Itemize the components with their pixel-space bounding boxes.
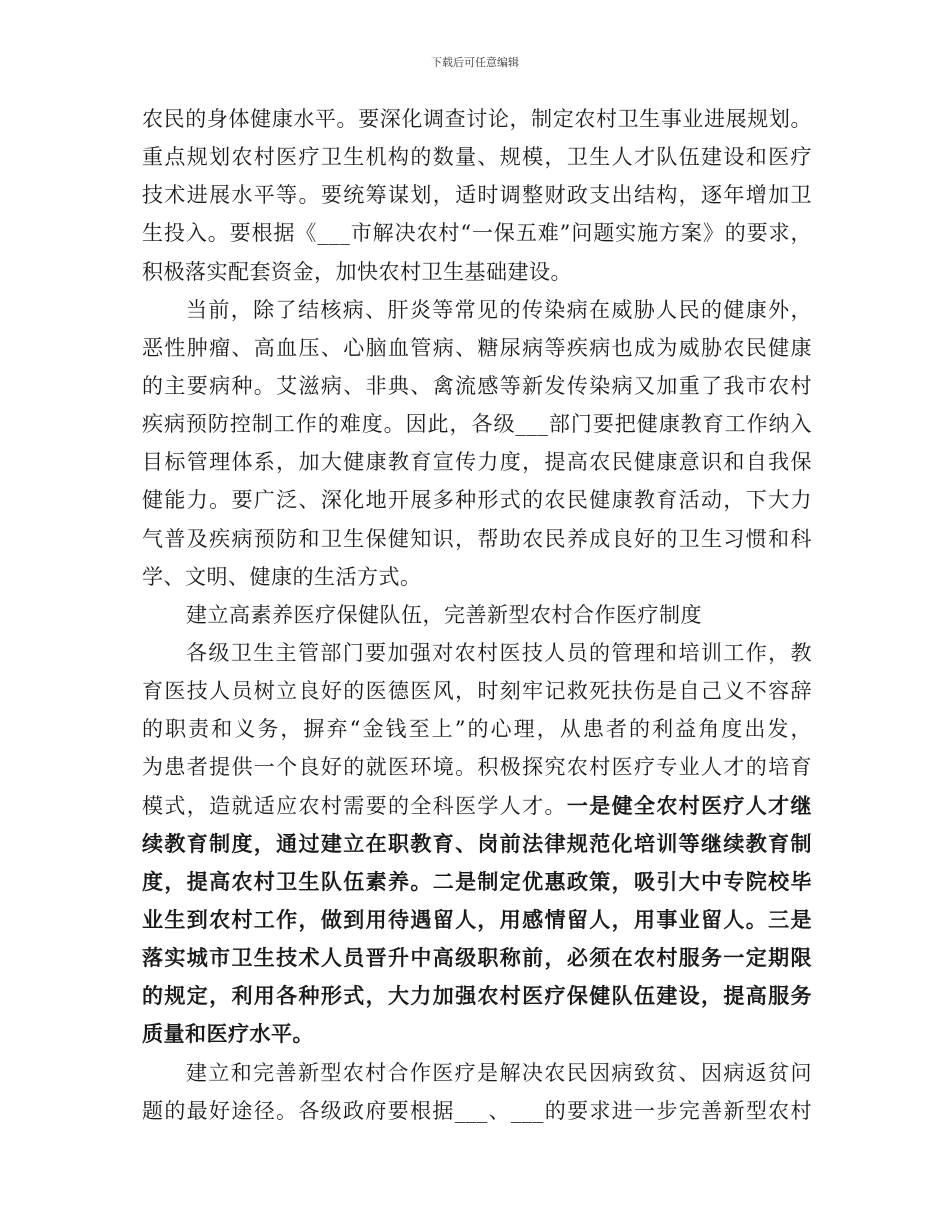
text-run: 当前，除了结核病、肝炎等常见的传染病在威胁人民的健康外，	[186, 297, 812, 322]
text-run: 气普及疾病预防和卫生保健知识，帮助农民养成良好的卫生习惯和科	[142, 526, 812, 551]
bold-text-run: 质量和医疗水平。	[142, 1021, 314, 1047]
document-body	[142, 100, 812, 1130]
paragraph	[142, 291, 812, 596]
text-run: 建立高素养医疗保健队伍，完善新型农村合作医疗制度	[186, 602, 702, 627]
text-line	[142, 1015, 812, 1053]
text-run: 各级卫生主管部门要加强对农村医技人员的管理和培训工作，教	[186, 640, 812, 665]
text-line	[142, 176, 812, 214]
text-line	[142, 672, 812, 710]
text-line	[142, 443, 812, 481]
text-line	[142, 214, 812, 252]
text-run: 重点规划农村医疗卫生机构的数量、规模，卫生人才队伍建设和医疗	[142, 145, 812, 170]
paragraph	[142, 634, 812, 1054]
bold-text-run: 业生到农村工作，做到用待遇留人，用感情留人，用事业留人。三是	[142, 906, 812, 932]
text-run: 恶性肿瘤、高血压、心脑血管病、糖尿病等疾病也成为威胁农民健康	[142, 335, 812, 360]
text-line	[142, 748, 812, 786]
text-line	[142, 481, 812, 519]
text-line	[142, 405, 812, 443]
section-heading	[142, 596, 812, 634]
text-line	[142, 1092, 812, 1130]
text-line	[142, 596, 812, 634]
text-line	[142, 977, 812, 1015]
text-line	[142, 1054, 812, 1092]
text-run: 目标管理体系，加大健康教育宣传力度，提高农民健康意识和自我保	[142, 450, 812, 475]
text-line	[142, 901, 812, 939]
text-line	[142, 138, 812, 176]
text-line	[142, 558, 812, 596]
text-run: 农民的身体健康水平。要深化调查讨论，制定农村卫生事业进展规划。	[142, 107, 812, 131]
text-line	[142, 863, 812, 901]
text-run: 积极落实配套资金，加快农村卫生基础建设。	[142, 259, 572, 284]
text-line	[142, 939, 812, 977]
text-run: 疾病预防控制工作的难度。因此，各级___部门要把健康教育工作纳入	[142, 412, 812, 437]
bold-text-run: 一是健全农村医疗人才继	[566, 792, 812, 818]
text-line	[142, 100, 812, 138]
text-run: 育医技人员树立良好的医德医风，时刻牢记救死扶伤是自己义不容辞	[142, 679, 812, 704]
bold-text-run: 落实城市卫生技术人员晋升中高级职称前，必须在农村服务一定期限	[142, 945, 812, 971]
text-run: 技术进展水平等。要统筹谋划，适时调整财政支出结构，逐年增加卫	[142, 183, 812, 208]
paragraph	[142, 100, 812, 291]
text-run: 题的最好途径。各级政府要根据___、___的要求进一步完善新型农村	[142, 1098, 812, 1123]
text-run: 的主要病种。艾滋病、非典、禽流感等新发传染病又加重了我市农村	[142, 373, 812, 398]
text-line	[142, 253, 812, 291]
text-run: 学、文明、健康的生活方式。	[142, 564, 422, 589]
text-line	[142, 634, 812, 672]
text-line	[142, 787, 812, 825]
text-line	[142, 825, 812, 863]
text-run: 建立和完善新型农村合作医疗是解决农民因病致贫、因病返贫问	[186, 1060, 812, 1085]
text-line	[142, 367, 812, 405]
bold-text-run: 的规定，利用各种形式，大力加强农村医疗保健队伍建设，提高服务	[142, 983, 812, 1009]
text-line	[142, 329, 812, 367]
text-line	[142, 291, 812, 329]
bold-text-run: 续教育制度，通过建立在职教育、岗前法律规范化培训等继续教育制	[142, 830, 812, 856]
text-run: 模式，造就适应农村需要的全科医学人才。	[142, 793, 567, 818]
text-line	[142, 710, 812, 748]
paragraph	[142, 1054, 812, 1130]
text-run: 的职责和义务，摒弃“金钱至上”的心理，从患者的利益角度出发，	[142, 717, 812, 742]
text-line	[142, 520, 812, 558]
text-run: 生投入。要根据《___市解决农村“一保五难”问题实施方案》的要求，	[142, 221, 812, 246]
text-run: 健能力。要广泛、深化地开展多种形式的农民健康教育活动，下大力	[142, 488, 812, 513]
bold-text-run: 度，提高农村卫生队伍素养。二是制定优惠政策，吸引大中专院校毕	[142, 868, 812, 894]
page-header-note: 下载后可任意编辑	[431, 56, 519, 69]
text-run: 为患者提供一个良好的就医环境。积极探究农村医疗专业人才的培育	[142, 755, 812, 780]
